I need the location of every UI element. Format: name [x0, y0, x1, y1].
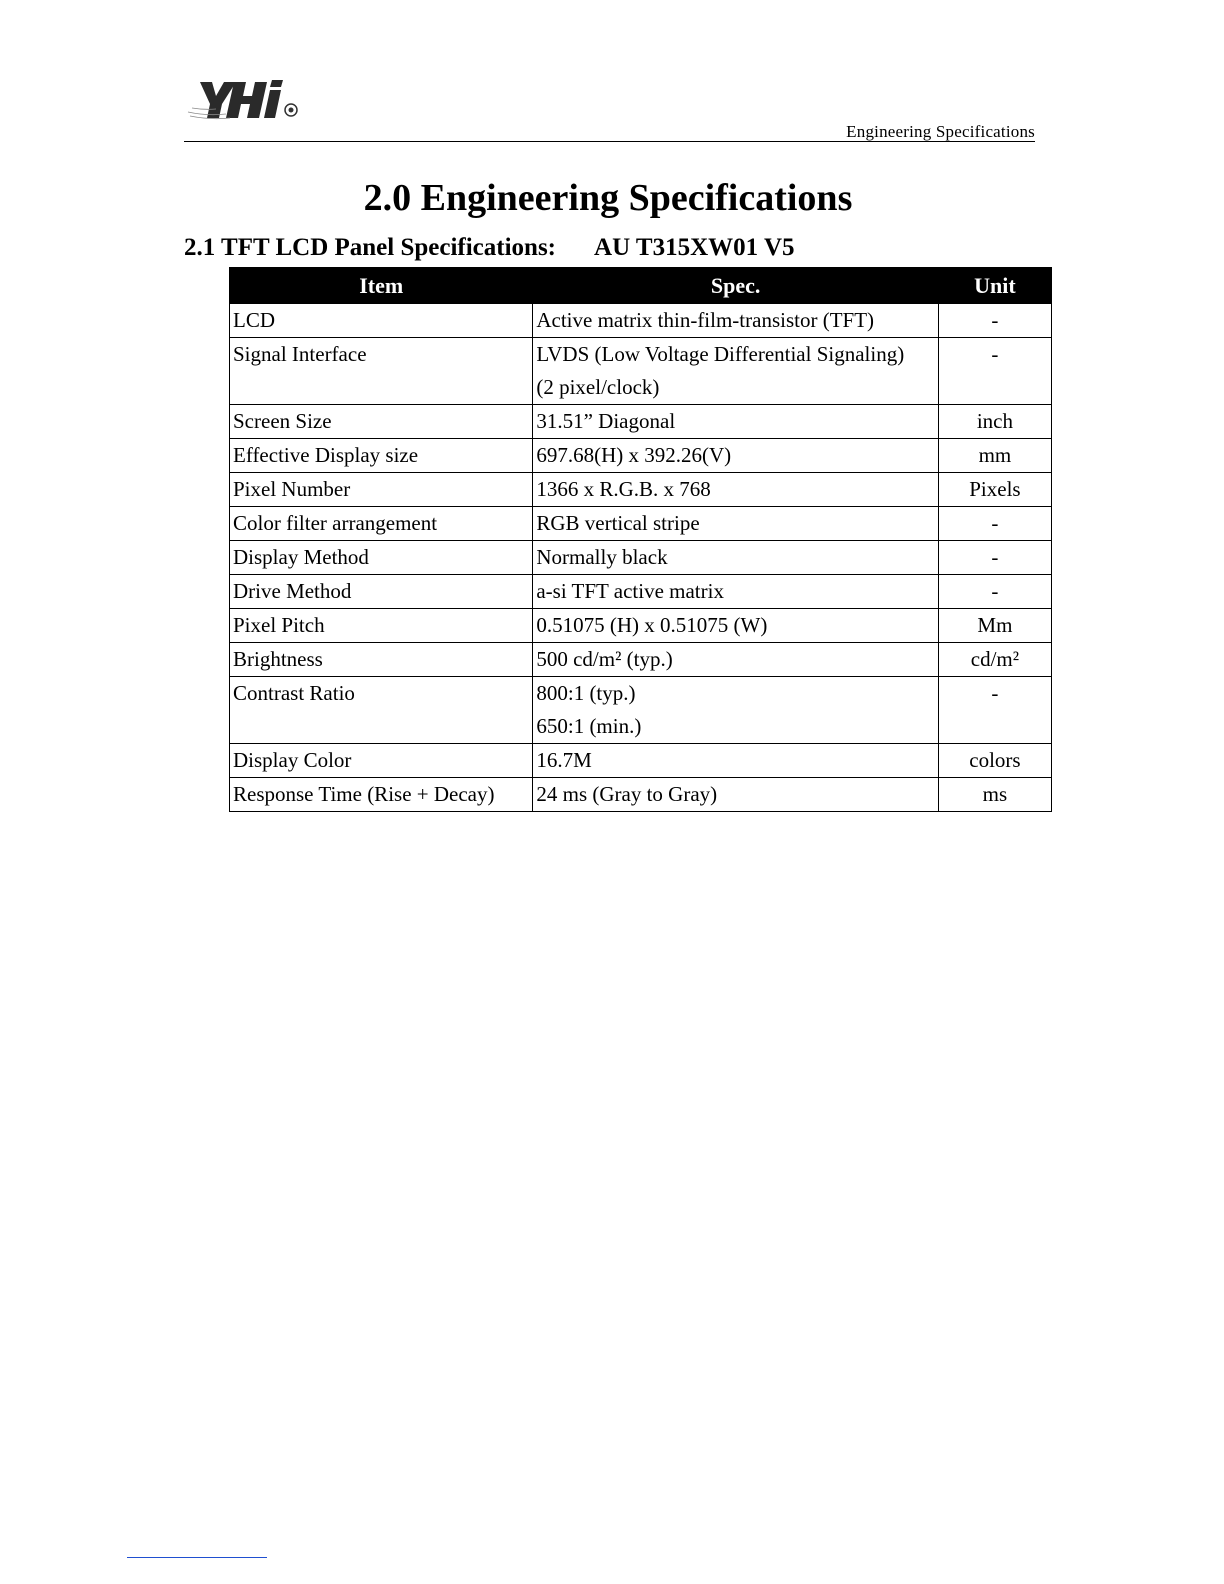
spec-line: 0.51075 (H) x 0.51075 (W) [536, 613, 768, 637]
unit-cell: - [938, 575, 1051, 609]
unit-cell: colors [938, 744, 1051, 778]
table-row [230, 473, 1052, 507]
item-cell: Display Color [230, 744, 533, 778]
item-cell: Response Time (Rise + Decay) [230, 778, 533, 812]
item-cell: Signal Interface [230, 338, 533, 405]
column-header-unit: Unit [938, 268, 1051, 304]
spec-cell [533, 609, 938, 643]
spec-line: 1366 x R.G.B. x 768 [536, 477, 711, 501]
spec-line: 500 cd/m² (typ.) [536, 647, 673, 671]
item-cell: Brightness [230, 643, 533, 677]
item-cell: Screen Size [230, 405, 533, 439]
unit-cell: Mm [938, 609, 1051, 643]
spec-line: 31.51” Diagonal [536, 409, 676, 433]
spec-cell [533, 507, 938, 541]
spec-line: 650:1 (min.) [536, 714, 642, 738]
item-cell: Contrast Ratio [230, 677, 533, 744]
spec-cell [533, 473, 938, 507]
item-cell: Display Method [230, 541, 533, 575]
item-cell: Effective Display size [230, 439, 533, 473]
spec-line: 24 ms (Gray to Gray) [536, 782, 718, 806]
unit-cell: ms [938, 778, 1051, 812]
item-cell: Color filter arrangement [230, 507, 533, 541]
unit-cell: Pixels [938, 473, 1051, 507]
column-header-item: Item [230, 268, 533, 304]
spec-line: Normally black [536, 545, 668, 569]
section-heading [184, 234, 795, 262]
table-header-row [230, 268, 1052, 304]
spec-line: RGB vertical stripe [536, 511, 700, 535]
table-row [230, 338, 1052, 405]
company-logo [186, 72, 301, 124]
table-row [230, 575, 1052, 609]
spec-cell [533, 778, 938, 812]
page-title: 2.0 Engineering Specifications [363, 177, 853, 219]
spec-cell [533, 439, 938, 473]
running-header-title: Engineering Specifications [846, 122, 1035, 141]
table-row [230, 609, 1052, 643]
table-row [230, 541, 1052, 575]
unit-cell: - [938, 541, 1051, 575]
spec-line: Active matrix thin-film-transistor (TFT) [536, 308, 875, 332]
unit-cell: - [938, 304, 1051, 338]
spec-cell [533, 338, 938, 405]
table-row [230, 439, 1052, 473]
spec-table [229, 267, 1052, 812]
item-cell: LCD [230, 304, 533, 338]
unit-cell: - [938, 338, 1051, 405]
table-row [230, 778, 1052, 812]
spec-cell [533, 541, 938, 575]
spec-cell [533, 304, 938, 338]
spec-cell [533, 643, 938, 677]
section-label: 2.1 TFT LCD Panel Specifications: [184, 234, 557, 261]
table-row [230, 507, 1052, 541]
unit-cell: - [938, 507, 1051, 541]
table-row [230, 304, 1052, 338]
item-cell: Pixel Number [230, 473, 533, 507]
spec-cell [533, 677, 938, 744]
header-divider [184, 141, 1035, 142]
column-header-spec: Spec. [533, 268, 938, 304]
spec-line: LVDS (Low Voltage Differential Signaling) [536, 342, 905, 366]
footnote-divider [127, 1557, 267, 1558]
item-cell: Pixel Pitch [230, 609, 533, 643]
table-row [230, 744, 1052, 778]
spec-line: 800:1 (typ.) [536, 681, 636, 705]
spec-cell [533, 744, 938, 778]
unit-cell: cd/m² [938, 643, 1051, 677]
yhi-logo-icon [186, 72, 301, 124]
spec-line: a-si TFT active matrix [536, 579, 724, 603]
spec-cell [533, 575, 938, 609]
item-cell: Drive Method [230, 575, 533, 609]
spec-line: (2 pixel/clock) [536, 375, 660, 399]
spec-line: 697.68(H) x 392.26(V) [536, 443, 732, 467]
table-row [230, 677, 1052, 744]
spec-line: 16.7M [536, 748, 592, 772]
unit-cell: inch [938, 405, 1051, 439]
table-row [230, 643, 1052, 677]
unit-cell: mm [938, 439, 1051, 473]
unit-cell: - [938, 677, 1051, 744]
table-row [230, 405, 1052, 439]
panel-model: AU T315XW01 V5 [594, 234, 795, 261]
spec-cell [533, 405, 938, 439]
